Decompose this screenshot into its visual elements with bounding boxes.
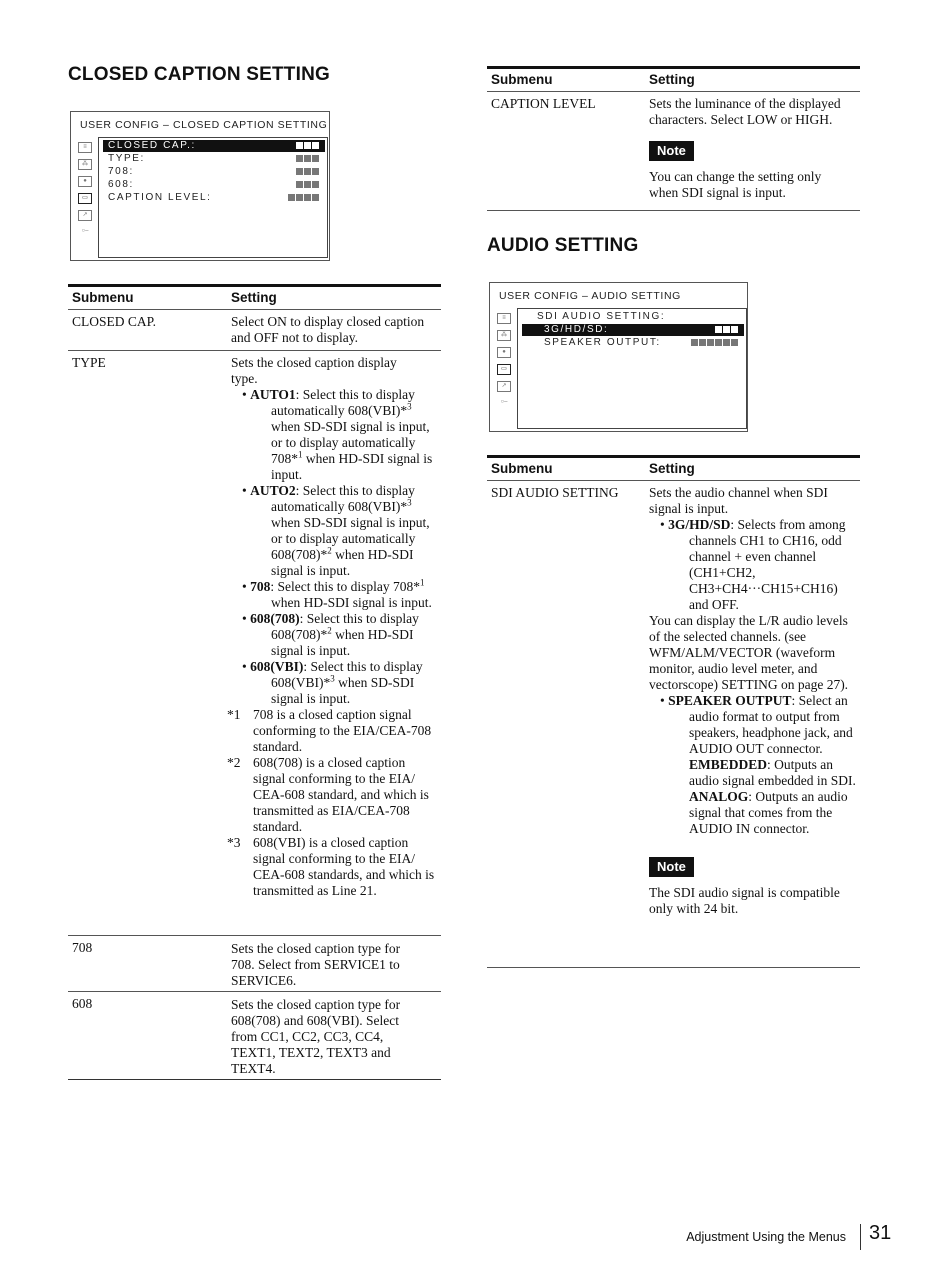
audio-note-label: Note: [649, 857, 694, 877]
audio-note-text: The SDI audio signal is compatible only with 24 bit.: [649, 885, 840, 916]
list-icon: ≡: [497, 313, 511, 324]
analog-option: ANALOG: Outputs an audio signal that comes from the AUDIO IN connector.: [689, 789, 848, 836]
caption-level-table-header: [487, 69, 860, 92]
audio-table-header: [487, 458, 860, 481]
toolbox-icon: ▭: [497, 364, 511, 375]
cc-menu-icon-column: [74, 142, 96, 242]
cc-menu-row-caption-level: CAPTION LEVEL:: [103, 192, 325, 204]
key-icon: ○–: [81, 228, 89, 234]
bullet-speaker-output: • SPEAKER OUTPUT: Select an audio format to output from speakers, headphone jack, and AUDIO OUT connector.: [660, 693, 853, 756]
bullet-608-708: • 608(708): Select this to display 608(708)*$^2$ when HD-SDI signal is input.: [242, 611, 419, 658]
embedded-option: EMBEDDED: Outputs an audio signal embedded in SDI.: [689, 757, 856, 788]
key-icon: ○–: [500, 399, 508, 405]
audio-table-row-sdi-audio: SDI AUDIO SETTING Sets the audio channel when SDI signal is input. • 3G/HD/SD: Selects from among channels CH1 to CH16, odd channel + even channel (CH1+CH2, CH3+CH4···CH15+CH16) and OFF. You can display the L/R audio levels of the selected channels. (see WFM/ALM/VECTOR (waveform monitor, audio level meter, and vectorscope) SETTING on page 27). • SPEAKER OUTPUT: Select an audio format to output from speakers, headphone jack, and AUDIO OUT connector. EMBEDDED: Outputs an audio signal embedded in SDI. ANALOG: Outputs an audio signal that comes from the AUDIO IN connector. Note The SDI audio signal is compatible only with 24 bit.: [487, 481, 860, 968]
person-icon: ●: [78, 176, 92, 187]
pencil-icon: ↗: [78, 210, 92, 221]
bullet-auto2: • AUTO2: Select this to display automatically 608(VBI)*$^3$ when SD-SDI signal is input, or to display automatically 608(708)*$^2$ when HD-SDI signal is input.: [242, 483, 430, 578]
pencil-icon: ↗: [497, 381, 511, 392]
footer-divider: [860, 1224, 861, 1250]
audio-menu-panel: [517, 308, 747, 429]
cc-menu-row-608: 608:: [103, 179, 325, 191]
audio-table-col-submenu: Submenu: [491, 461, 553, 476]
cc-menu-title: USER CONFIG – CLOSED CAPTION SETTING: [80, 119, 328, 131]
person-icon: ●: [497, 347, 511, 358]
footnote-2: *2 608(708) is a closed caption signal conforming to the EIA/ CEA-608 standard, and which is transmitted as EIA/CEA-708 standard.: [227, 755, 429, 834]
audio-heading: AUDIO SETTING: [487, 235, 639, 256]
bullet-auto1: • AUTO1: Select this to display automatically 608(VBI)*$^3$ when SD-SDI signal is input, or to display automatically 708*$^1$ when HD-SDI signal is input.: [242, 387, 433, 482]
caption-table-col-submenu: Submenu: [491, 72, 553, 87]
cc-table-row-708: 708 Sets the closed caption type for 708. Select from SERVICE1 to SERVICE6.: [68, 936, 441, 992]
cc-menu-panel: [98, 137, 328, 258]
bullet-3g-hd-sd: • 3G/HD/SD: Selects from among channels CH1 to CH16, odd channel + even channel (CH1+CH2, CH3+CH4···CH15+CH16) and OFF.: [660, 517, 846, 612]
caption-level-table: [487, 66, 860, 211]
toolbox-icon: ▭: [78, 193, 92, 204]
audio-table-col-setting: Setting: [649, 461, 695, 476]
cc-table-row-type: TYPE Sets the closed caption display type. • AUTO1: Select this to display automatically 608(VBI)*$^3$ when SD-SDI signal is input, or to display automatically 708*$^1$ when HD-SDI signal is input. • AUTO2: Select this to display automatically 608(VBI)*$^3$ when SD-SDI signal is input, or to display automatically 608(708)*$^2$ when HD-SDI signal is input. • 708: Select this to display 708*$^1$ when HD-SDI signal is input. • 608(708): Select this to display 608(708)*$^2$ when HD-SDI signal is input. • 608(VBI): Select this to display 608(VBI)*$^3$ when SD-SDI signal is input. *1 708 is a closed caption signal conforming to the EIA/CEA-708 standard. *2 608(708) is a closed caption signal conforming to the EIA/ CEA-608 standard, and which is transmitted as EIA/CEA-708 standard. *3 608(VBI) is a closed caption signal conforming to the EIA/ CEA-608 standards, and which is transmitted as Line 21.: [68, 351, 441, 936]
page-number: 31: [869, 1222, 892, 1244]
cc-menu-screenshot: [70, 111, 330, 261]
cc-heading: CLOSED CAPTION SETTING: [68, 64, 330, 85]
note-label: Note: [649, 141, 694, 161]
cc-menu-row-type: TYPE:: [103, 153, 325, 165]
caption-level-row: CAPTION LEVEL Sets the luminance of the displayed characters. Select LOW or HIGH. Note You can change the setting only when SDI signal is input.: [487, 92, 860, 211]
cc-menu-row-closed-cap: CLOSED CAP.:: [103, 140, 325, 152]
audio-menu-row-sdi-audio-setting: SDI AUDIO SETTING:: [537, 311, 666, 322]
audio-menu-row-3g-hd-sd: 3G/HD/SD:: [522, 324, 744, 336]
audio-menu-icon-column: [493, 313, 515, 413]
audio-menu-screenshot: [489, 282, 748, 432]
cc-menu-row-708: 708:: [103, 166, 325, 178]
audio-menu-title: USER CONFIG – AUDIO SETTING: [499, 290, 681, 302]
audio-menu-row-speaker-output: SPEAKER OUTPUT:: [522, 337, 744, 349]
cc-table-col-submenu: Submenu: [72, 290, 134, 305]
footnote-1: *1 708 is a closed caption signal conforming to the EIA/CEA-708 standard.: [227, 707, 432, 754]
list-icon: ≡: [78, 142, 92, 153]
caption-table-col-setting: Setting: [649, 72, 695, 87]
bullet-608-vbi: • 608(VBI): Select this to display 608(VBI)*$^3$ when SD-SDI signal is input.: [242, 659, 423, 706]
note-text: You can change the setting only when SDI signal is input.: [649, 169, 822, 200]
network-icon: ⁂: [78, 159, 92, 170]
network-icon: ⁂: [497, 330, 511, 341]
audio-table: [487, 455, 860, 968]
cc-table-row-closed-cap: CLOSED CAP. Select ON to display closed caption and OFF not to display.: [68, 310, 441, 351]
bullet-708: • 708: Select this to display 708*$^1$ when HD-SDI signal is input.: [242, 577, 432, 610]
cc-table: [68, 284, 441, 1080]
cc-table-row-608: 608 Sets the closed caption type for 608(708) and 608(VBI). Select from CC1, CC2, CC3, CC4, TEXT1, TEXT2, TEXT3 and TEXT4.: [68, 992, 441, 1080]
cc-table-header: [68, 287, 441, 310]
footer-section-title: Adjustment Using the Menus: [686, 1230, 846, 1244]
cc-table-col-setting: Setting: [231, 290, 277, 305]
footnote-3: *3 608(VBI) is a closed caption signal conforming to the EIA/ CEA-608 standards, and which is transmitted as Line 21.: [227, 835, 435, 898]
